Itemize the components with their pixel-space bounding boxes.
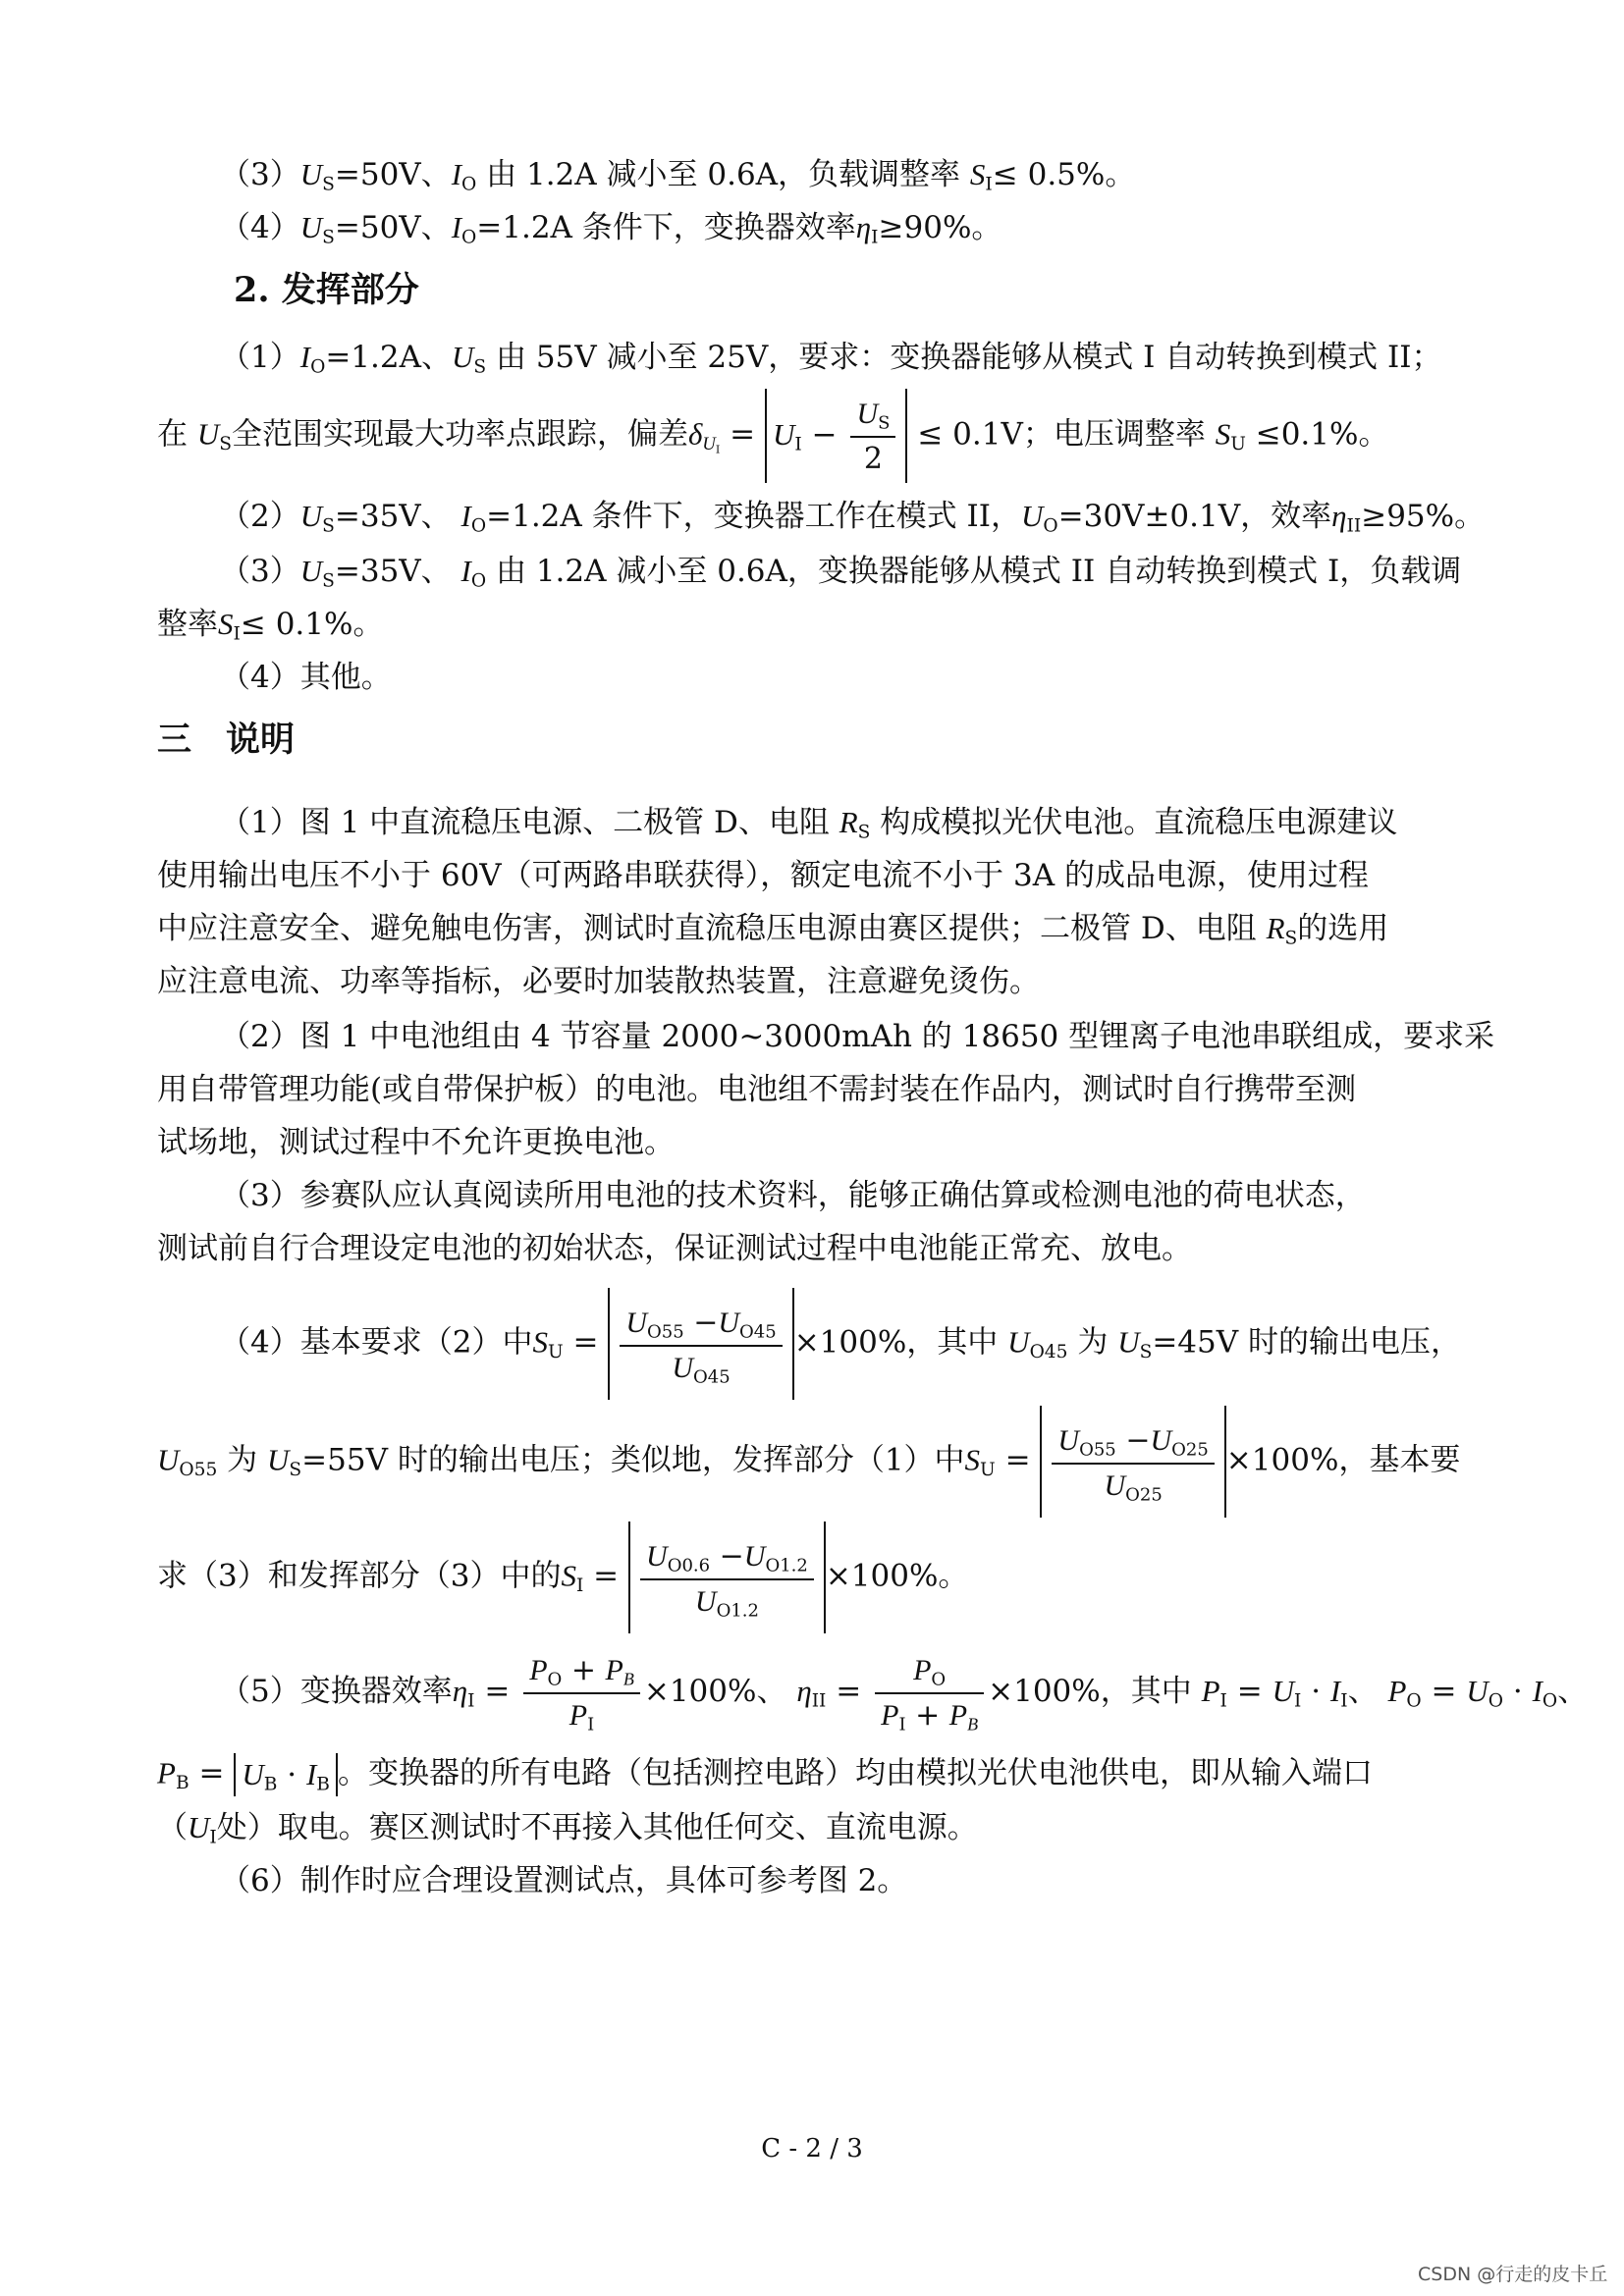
sym: O55	[647, 1320, 684, 1342]
sym: +	[915, 1697, 941, 1733]
text: 由 1.2A 减小至 0.6A，负载调整率	[486, 157, 961, 192]
sym: O	[1043, 515, 1058, 537]
abs-si	[628, 1522, 826, 1633]
note-4-line-1	[220, 1288, 1461, 1400]
sym: II	[811, 1690, 827, 1712]
text: ×100%，其中	[988, 1674, 1192, 1709]
sym: S	[857, 822, 871, 843]
sym: I	[575, 1575, 584, 1597]
sym: P	[881, 1698, 899, 1732]
sym: O	[1488, 1690, 1503, 1712]
sym: U	[299, 499, 323, 533]
note-3-line-1: （3）参赛队应认真阅读所用电池的技术资料，能够正确估算或检测电池的荷电状态，	[220, 1178, 1366, 1213]
sym: U	[196, 416, 220, 452]
abs-su-basic	[608, 1288, 793, 1400]
sym: U	[1117, 1324, 1140, 1360]
sym: U	[1230, 433, 1246, 454]
text: =35V、	[334, 499, 452, 534]
sym: II	[1346, 515, 1362, 537]
text: 。变换器的所有电路（包括测控电路）均由模拟光伏电池供电，即从输入端口	[337, 1755, 1373, 1791]
sym: B	[623, 1668, 634, 1688]
text: ×100%，其中	[793, 1324, 999, 1361]
sym: I	[451, 210, 462, 244]
sym: S	[964, 1442, 981, 1477]
advanced-item-4: （4）其他。	[220, 660, 392, 695]
sym: U	[1021, 499, 1044, 533]
sym: U	[718, 1306, 740, 1339]
sym: U	[980, 1460, 996, 1481]
sym: U	[702, 433, 716, 454]
advanced-item-3-line-1	[220, 552, 1461, 591]
sym: I	[233, 623, 241, 645]
sym: S	[1215, 416, 1231, 452]
sym: S	[289, 1460, 302, 1481]
sym: S	[561, 1558, 576, 1593]
sym: I	[715, 443, 721, 456]
text: 、	[1347, 1674, 1379, 1709]
sym: U	[1150, 1423, 1172, 1457]
sym: U	[188, 1810, 210, 1844]
text: ≤ 0.1%。	[240, 607, 384, 642]
sym: I	[1532, 1674, 1543, 1708]
item-label: （3）	[220, 157, 300, 192]
sym: S	[969, 157, 986, 191]
watermark: CSDN @行走的皮卡丘	[1418, 2264, 1608, 2285]
fraction	[850, 393, 895, 481]
text: ≥95%。	[1361, 499, 1486, 534]
text: =30V±0.1V，效率	[1057, 499, 1332, 534]
sym: U	[547, 1342, 564, 1363]
note-5-line-2	[157, 1753, 1373, 1796]
note-4-line-3	[157, 1522, 968, 1633]
text: 处）取电。赛区测试时不再接入其他任何交、直流电源。	[216, 1810, 978, 1845]
sym: =	[836, 1674, 862, 1709]
sym: U	[1104, 1468, 1126, 1502]
text: =55V 时的输出电压；类似地，发挥部分（1）中	[301, 1442, 965, 1478]
sym: O	[461, 174, 477, 195]
advanced-item-2	[220, 497, 1485, 536]
sym: S	[1139, 1342, 1153, 1363]
text: （4）基本要求（2）中	[220, 1324, 533, 1361]
page-number: C - 2 / 3	[761, 2134, 863, 2163]
text: ×100%、	[643, 1674, 787, 1709]
sym: S	[322, 515, 335, 537]
sym: ·	[1512, 1674, 1523, 1709]
sym: O	[310, 356, 326, 378]
sym: S	[1284, 928, 1298, 949]
text: =1.2A、	[325, 340, 452, 375]
note-2-line-1: （2）图 1 中电池组由 4 节容量 2000~3000mAh 的 18650 型锂离子电池串联组成，要求采	[220, 1019, 1495, 1054]
sym: P	[529, 1653, 548, 1686]
note-3-line-2: 测试前自行合理设定电池的初始状态，保证测试过程中电池能正常充、放电。	[157, 1231, 1192, 1266]
sym: =	[593, 1558, 620, 1594]
sym: I	[460, 554, 471, 588]
sym: U	[1007, 1324, 1030, 1360]
sym: −	[1125, 1422, 1151, 1458]
sym: =	[1004, 1442, 1031, 1478]
text: （3）	[220, 554, 300, 589]
text: 中应注意安全、避免触电伤害，测试时直流稳压电源由赛区提供；二极管 D、电阻	[157, 911, 1257, 946]
sym: P	[948, 1698, 968, 1732]
text: 、	[1557, 1674, 1589, 1709]
sym: U	[451, 340, 474, 374]
text: 为	[1077, 1324, 1109, 1361]
note-1-line-2: 使用输出电压不小于 60V（可两路串联获得），额定电流不小于 3A 的成品电源，使用过程	[157, 858, 1370, 893]
sym: I	[305, 1757, 317, 1791]
sym: 2	[863, 441, 883, 476]
note-5-line-1	[220, 1637, 1588, 1745]
sym: O	[461, 227, 477, 248]
abs-pb	[234, 1753, 338, 1796]
sym: S	[878, 411, 891, 433]
sym: U	[694, 1584, 717, 1618]
sym: I	[451, 157, 462, 191]
sym: U	[672, 1351, 694, 1384]
sym: η	[796, 1674, 812, 1708]
sym: δ	[688, 416, 703, 452]
text: 为	[227, 1442, 258, 1478]
text: 全范围实现最大功率点跟踪，偏差	[232, 416, 688, 453]
sym: U	[856, 397, 879, 430]
advanced-item-1-line-1	[220, 338, 1442, 377]
sym: −	[693, 1305, 719, 1340]
sym: U	[1057, 1423, 1080, 1457]
sym: P	[1201, 1674, 1220, 1708]
text: ×100%。	[825, 1558, 969, 1594]
sym: O55	[1079, 1438, 1116, 1460]
sym: I	[985, 174, 993, 195]
sym: I	[1293, 1690, 1302, 1712]
sym: O	[470, 515, 487, 537]
basic-item-4	[220, 208, 1001, 247]
sym: −	[719, 1538, 744, 1574]
note-5-line-3	[157, 1808, 978, 1847]
note-1-line-1	[220, 803, 1397, 842]
sym: O	[1406, 1690, 1422, 1712]
text: ≤ 0.1V；电压调整率	[917, 416, 1206, 453]
sym: O45	[693, 1365, 731, 1387]
sym: O0.6	[667, 1554, 711, 1575]
sym: P	[568, 1698, 588, 1732]
abs-deviation	[765, 389, 907, 483]
sym: U	[743, 1539, 766, 1573]
section-heading-advanced: 2. 发挥部分	[234, 270, 419, 310]
note-1-line-4: 应注意电流、功率等指标，必要时加装散热装置，注意避免烫伤。	[157, 964, 1040, 999]
sym: U	[772, 417, 795, 452]
sym: I	[871, 227, 879, 248]
sym: O1.2	[716, 1599, 759, 1621]
sym: U	[625, 1306, 647, 1339]
sym: P	[913, 1653, 932, 1686]
text: 求（3）和发挥部分（3）中的	[157, 1558, 562, 1594]
text: （2）	[220, 499, 300, 534]
sym: U	[1466, 1674, 1489, 1708]
sym: U	[299, 554, 323, 588]
text: ×100%，基本要	[1225, 1442, 1461, 1478]
sym: I	[587, 1713, 595, 1735]
sym: P	[1387, 1674, 1407, 1708]
sym: =	[1236, 1674, 1263, 1709]
sym: ·	[287, 1757, 298, 1792]
text: =1.2A 条件下，变换器工作在模式 II，	[486, 499, 1021, 534]
sym: +	[570, 1652, 596, 1687]
sym: U	[242, 1757, 264, 1791]
sym: U	[267, 1442, 290, 1477]
sym: η	[855, 210, 872, 244]
sym: S	[473, 356, 487, 378]
fraction-eta-2	[875, 1649, 984, 1737]
fraction	[1052, 1419, 1214, 1508]
sym: S	[322, 570, 335, 592]
abs-su-advanced	[1040, 1406, 1225, 1518]
text: 由 1.2A 减小至 0.6A，变换器能够从模式 II 自动转换到模式 I，负载调	[495, 554, 1462, 589]
item-label: （4）	[220, 210, 300, 245]
sym: B	[175, 1773, 189, 1794]
sym: I	[299, 340, 311, 374]
sym: η	[1331, 499, 1347, 533]
advanced-item-1-line-2	[157, 389, 1388, 483]
sym: S	[322, 174, 335, 195]
sym: S	[219, 433, 232, 454]
sym: I	[209, 1827, 217, 1848]
fraction	[640, 1535, 814, 1624]
sym: I	[1219, 1690, 1227, 1712]
sym: O	[1542, 1690, 1558, 1712]
section-heading-notes: 三 说明	[157, 720, 296, 760]
sym: I	[898, 1713, 906, 1735]
sym: S	[218, 607, 234, 641]
sym: =	[198, 1755, 225, 1791]
sym: B	[316, 1774, 330, 1795]
text: =35V、	[334, 554, 452, 589]
sym: O	[931, 1668, 947, 1689]
sym: I	[467, 1690, 475, 1712]
basic-item-3	[220, 155, 1135, 194]
sym: U	[299, 157, 323, 191]
sym: =	[572, 1324, 599, 1361]
note-2-line-3: 试场地，测试过程中不允许更换电池。	[157, 1125, 675, 1160]
sym: O	[470, 570, 487, 592]
sym: P	[605, 1653, 623, 1686]
sym: O55	[179, 1460, 218, 1481]
note-1-line-3	[157, 909, 1388, 948]
text: =45V 时的输出电压，	[1152, 1324, 1461, 1361]
sym: −	[811, 417, 838, 453]
sym: S	[532, 1324, 548, 1360]
sym: I	[1329, 1674, 1341, 1708]
note-2-line-2: 用自带管理功能(或自带保护板）的电池。电池组不需封装在作品内，测试时自行携带至测	[157, 1072, 1357, 1107]
sym: I	[1340, 1690, 1348, 1712]
text: 的选用	[1297, 911, 1389, 946]
text: （1）图 1 中直流稳压电源、二极管 D、电阻	[220, 805, 830, 840]
note-4-line-2	[157, 1406, 1460, 1518]
sym: I	[794, 434, 802, 455]
sym: =	[1431, 1674, 1457, 1709]
text: 由 55V 减小至 25V，要求：变换器能够从模式 I 自动转换到模式 II；	[495, 340, 1442, 375]
text: =50V、	[334, 157, 452, 192]
sym: R	[839, 805, 858, 839]
text: ≥90%。	[878, 210, 1002, 245]
sym: U	[299, 210, 323, 244]
sym: O	[547, 1668, 563, 1689]
fraction-eta-1	[523, 1649, 640, 1737]
text: （5）变换器效率	[220, 1674, 453, 1709]
sym: P	[157, 1755, 176, 1790]
sym: =	[484, 1674, 511, 1709]
sym: U	[157, 1442, 180, 1477]
text: （	[157, 1810, 188, 1845]
text: 整率	[157, 607, 218, 642]
text: ≤0.1%。	[1255, 416, 1389, 453]
sym: η	[452, 1674, 468, 1708]
fraction	[620, 1302, 782, 1390]
sym: S	[322, 227, 335, 248]
text: 构成模拟光伏电池。直流稳压电源建议	[880, 805, 1398, 840]
advanced-item-3-line-2	[157, 605, 383, 644]
sym: U	[646, 1539, 668, 1573]
sym: O45	[739, 1320, 777, 1342]
sym: B	[967, 1713, 979, 1734]
sym: O45	[1029, 1342, 1068, 1363]
sym: O25	[1125, 1483, 1163, 1505]
text: （1）	[220, 340, 300, 375]
sym: R	[1266, 911, 1285, 945]
sym: I	[460, 499, 471, 533]
sym: O25	[1171, 1438, 1209, 1460]
text: ≤ 0.5%。	[992, 157, 1136, 192]
sym: O1.2	[765, 1554, 808, 1575]
text: =1.2A 条件下，变换器效率	[476, 210, 856, 245]
text: =50V、	[334, 210, 452, 245]
sym: =	[730, 416, 756, 453]
text: 在	[157, 416, 188, 453]
sym: ·	[1311, 1674, 1322, 1709]
sym: U	[1272, 1674, 1294, 1708]
note-6: （6）制作时应合理设置测试点，具体可参考图 2。	[220, 1863, 908, 1898]
sym: B	[263, 1774, 278, 1795]
